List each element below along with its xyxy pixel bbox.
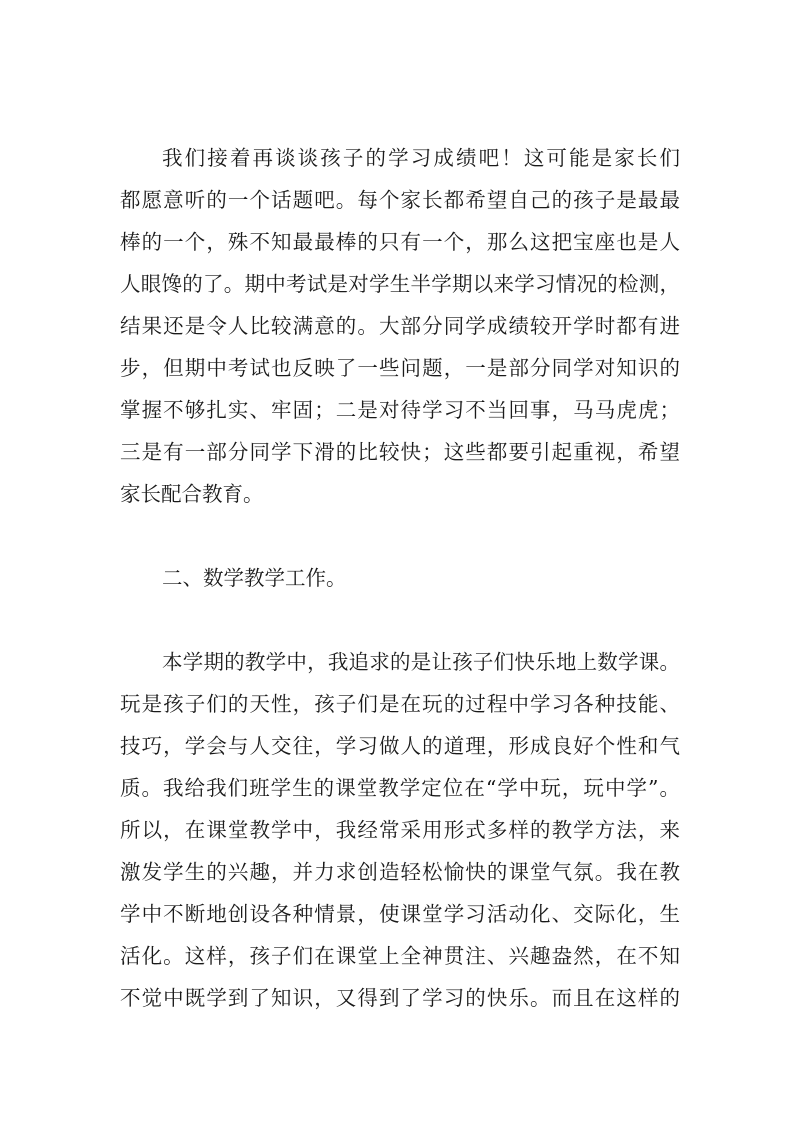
paragraph-1-line-8: 三是有一部分同学下滑的比较快；这些都要引起重视，希望: [120, 440, 680, 464]
paragraph-2-line-3: 技巧，学会与人交往，学习做人的道理，形成良好个性和气: [120, 734, 680, 758]
paragraph-2-line-7: 学中不断地创设各种情景，使课堂学习活动化、交际化，生: [120, 902, 680, 926]
paragraph-1-line-3: 棒的一个，殊不知最最棒的只有一个，那么这把宝座也是人: [120, 230, 680, 254]
paragraph-2-line-5: 所以，在课堂教学中，我经常采用形式多样的教学方法，来: [120, 818, 680, 842]
paragraph-1-line-9: 家长配合教育。: [120, 482, 264, 506]
paragraph-2-line-4: 质。我给我们班学生的课堂教学定位在“学中玩，玩中学”。: [120, 776, 680, 800]
paragraph-2-line-9: 不觉中既学到了知识，又得到了学习的快乐。而且在这样的: [120, 986, 680, 1010]
paragraph-2-line-8: 活化。这样，孩子们在课堂上全神贯注、兴趣盎然，在不知: [120, 944, 680, 968]
paragraph-1-line-1: 我们接着再谈谈孩子的学习成绩吧！这可能是家长们: [162, 146, 680, 170]
paragraph-1-line-2: 都愿意听的一个话题吧。每个家长都希望自己的孩子是最最: [120, 188, 680, 212]
paragraph-2-line-1: 本学期的教学中，我追求的是让孩子们快乐地上数学课。: [162, 650, 680, 674]
paragraph-1-line-7: 掌握不够扎实、牢固；二是对待学习不当回事，马马虎虎；: [120, 398, 680, 422]
paragraph-1-line-5: 结果还是令人比较满意的。大部分同学成绩较开学时都有进: [120, 314, 680, 338]
paragraph-1-line-6: 步，但期中考试也反映了一些问题，一是部分同学对知识的: [120, 356, 680, 380]
section-heading: 二、数学教学工作。: [162, 566, 347, 590]
paragraph-1-line-4: 人眼馋的了。期中考试是对学生半学期以来学习情况的检测，: [120, 272, 680, 296]
paragraph-2-line-2: 玩是孩子们的天性，孩子们是在玩的过程中学习各种技能、: [120, 692, 680, 716]
paragraph-2-line-6: 激发学生的兴趣，并力求创造轻松愉快的课堂气氛。我在教: [120, 860, 680, 884]
